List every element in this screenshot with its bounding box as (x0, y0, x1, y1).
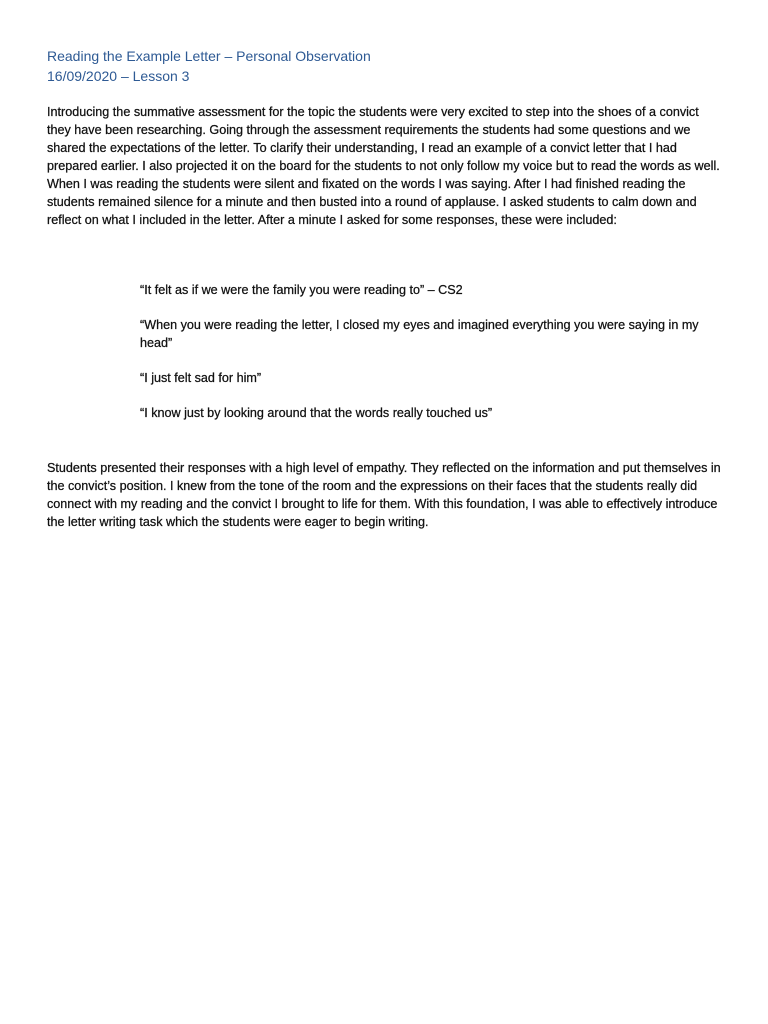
student-quote: “It felt as if we were the family you were reading to” – CS2 (140, 283, 463, 297)
student-quote: “I know just by looking around that the words really touched us” (140, 406, 493, 420)
intro-paragraph: Introducing the summative assessment for the topic the students were very excited to step into the shoes of a convict they have been researching. Going through the assessment requirements the students had some questions and we shared the expectations of the letter. To clarify their understanding, I read an example of a convict letter that I had prepared earlier. I also projected it on the board for the students to not only follow my voice but to read the words as well. When I was reading the students were silent and fixated on the words I was saying. After I had finished reading the students remained silence for a minute and then busted into a round of applause. I asked students to calm down and reflect on what I included in the letter. After a minute I asked for some responses, these were included: (47, 105, 720, 227)
document-date-lesson: 16/09/2020 – Lesson 3 (47, 68, 190, 84)
closing-paragraph: Students presented their responses with a high level of empathy. They reflected on the information and put themselves in the convict’s position. I knew from the tone of the room and the expressions on their faces that the students really did connect with my reading and the convict I brought to life for them. With this foundation, I was able to effectively introduce the letter writing task which the students were eager to begin writing. (47, 461, 721, 529)
student-quotes (140, 281, 720, 439)
student-quote: “I just felt sad for him” (140, 371, 262, 385)
student-quote: “When you were reading the letter, I closed my eyes and imagined everything you were saying in my head” (140, 318, 699, 350)
document-heading (47, 46, 727, 86)
document-title: Reading the Example Letter – Personal Observation (47, 48, 371, 64)
